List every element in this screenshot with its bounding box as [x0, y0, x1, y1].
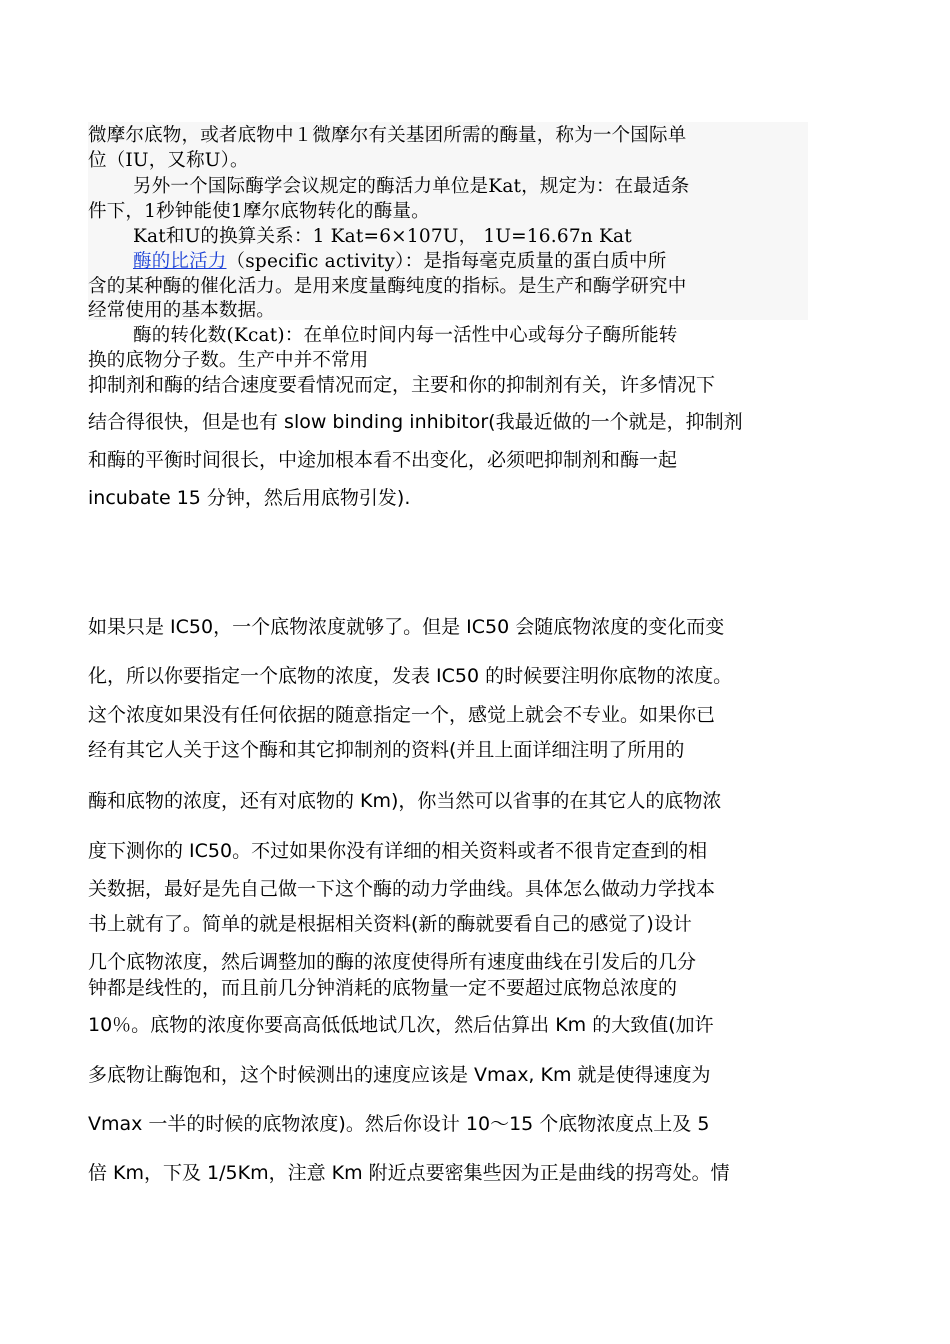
text-line: 钟都是线性的，而且前几分钟消耗的底物量一定不要超过底物总浓度的	[88, 977, 678, 999]
text-line: 10％。底物的浓度你要高高低低地试几次，然后估算出 Km 的大致值(加许	[88, 1014, 714, 1036]
text-line: 度下测你的 IC50。不过如果你没有详细的相关资料或者不很肯定查到的相	[88, 840, 708, 862]
text-line: Vmax 一半的时候的底物浓度)。然后你设计 10～15 个底物浓度点上及 5	[88, 1113, 710, 1135]
text-line: 含的某种酶的催化活力。是用来度量酶纯度的指标。是生产和酶学研究中	[88, 276, 687, 297]
text-line: 另外一个国际酶学会议规定的酶活力单位是Kat，规定为：在最适条	[133, 176, 690, 197]
specific-activity-link[interactable]: 酶的比活力	[133, 251, 227, 272]
text-line: Kat和U的换算关系：1 Kat=6×107U， 1U=16.67n Kat	[133, 226, 632, 247]
text-line: 经有其它人关于这个酶和其它抑制剂的资料(并且上面详细注明了所用的	[88, 739, 685, 761]
text-line: 化，所以你要指定一个底物的浓度，发表 IC50 的时候要注明你底物的浓度。	[88, 665, 733, 687]
text-line: 书上就有了。简单的就是根据相关资料(新的酶就要看自己的感觉了)设计	[88, 913, 692, 935]
text-line: 抑制剂和酶的结合速度要看情况而定，主要和你的抑制剂有关，许多情况下	[88, 374, 716, 396]
text-line: 如果只是 IC50，一个底物浓度就够了。但是 IC50 会随底物浓度的变化而变	[88, 616, 725, 638]
text-line: incubate 15 分钟，然后用底物引发).	[88, 487, 411, 509]
text-line	[133, 253, 666, 272]
text-line: 经常使用的基本数据。	[88, 300, 276, 321]
text-line: 几个底物浓度，然后调整加的酶的浓度使得所有速度曲线在引发后的几分	[88, 951, 697, 973]
text-line: 件下，1秒钟能使1摩尔底物转化的酶量。	[88, 201, 430, 222]
text-line: 多底物让酶饱和，这个时候测出的速度应该是 Vmax, Km 就是使得速度为	[88, 1064, 711, 1086]
text-span: （specific activity）：是指每毫克质量的蛋白质中所	[226, 251, 667, 272]
text-line: 酶和底物的浓度，还有对底物的 Km)，你当然可以省事的在其它人的底物浓	[88, 790, 722, 812]
text-line: 微摩尔底物，或者底物中１微摩尔有关基团所需的酶量，称为一个国际单	[88, 125, 687, 146]
text-line: 和酶的平衡时间很长，中途加根本看不出变化，必须吧抑制剂和酶一起	[88, 449, 678, 471]
text-line: 换的底物分子数。生产中并不常用	[88, 350, 369, 371]
text-line: 结合得很快，但是也有 slow binding inhibitor(我最近做的一个就是，抑制剂	[88, 411, 743, 433]
text-line: 位（IU，又称U）。	[88, 150, 249, 171]
text-line: 倍 Km，下及 1/5Km，注意 Km 附近点要密集些因为正是曲线的拐弯处。情	[88, 1162, 730, 1184]
text-line: 酶的转化数(Kcat)：在单位时间内每一活性中心或每分子酶所能转	[133, 325, 678, 346]
text-line: 这个浓度如果没有任何依据的随意指定一个，感觉上就会不专业。如果你已	[88, 704, 716, 726]
text-line: 关数据，最好是先自己做一下这个酶的动力学曲线。具体怎么做动力学找本	[88, 878, 716, 900]
